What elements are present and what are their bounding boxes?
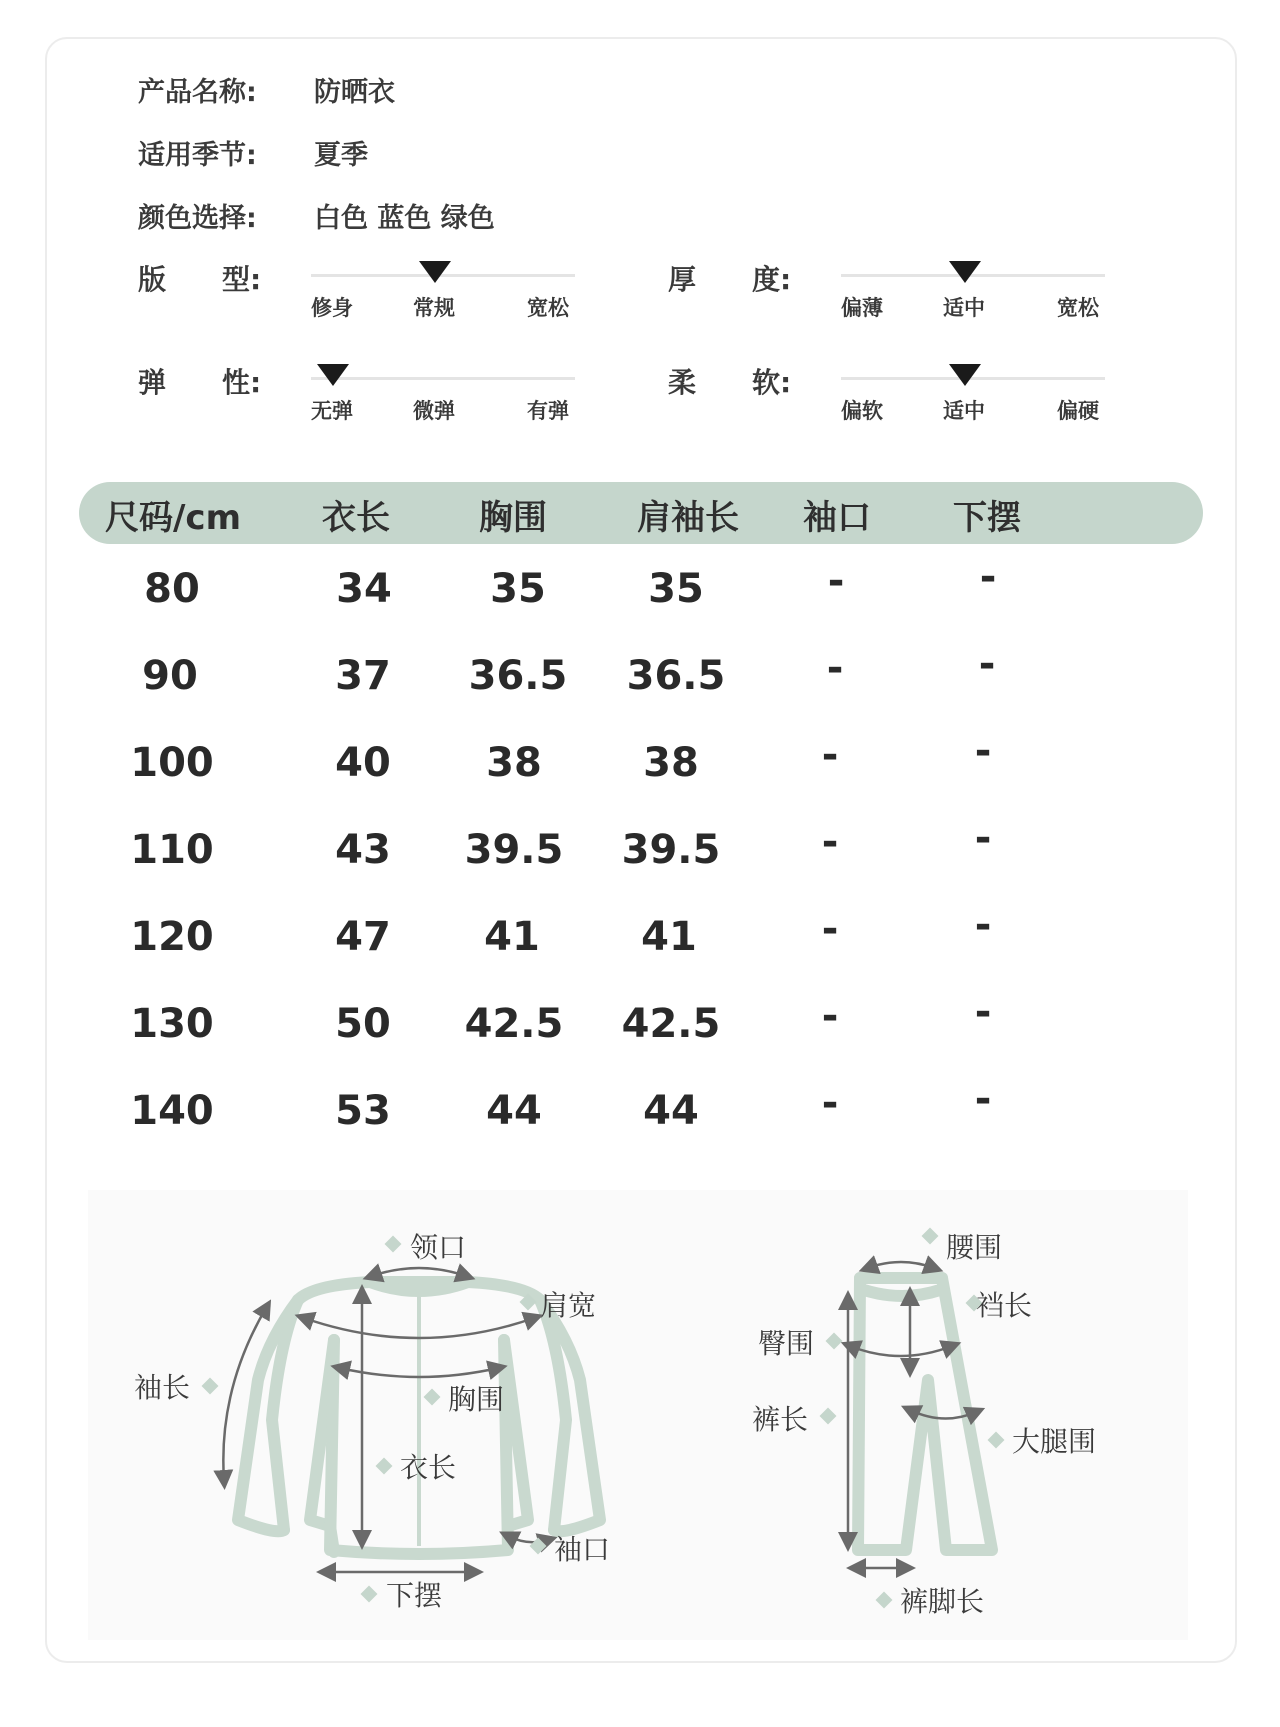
collar-arrow-icon [372, 1268, 466, 1276]
rise-label: 裆长 [976, 1289, 1033, 1322]
fit-option: 常规 [413, 296, 455, 320]
elasticity-label: 弹 性: [138, 366, 262, 399]
cell-cuff: - [827, 558, 845, 604]
cell-chest: 42.5 [464, 1001, 564, 1047]
cell-chest: 36.5 [468, 653, 568, 699]
cell-length: 34 [336, 566, 392, 612]
header-hem: 下摆 [953, 498, 1021, 538]
cell-length: 50 [335, 1001, 391, 1047]
cell-hem: - [974, 728, 992, 774]
thickness-option: 偏薄 [841, 296, 883, 320]
product-name-value: 防晒衣 [314, 77, 395, 108]
header-size: 尺码/cm [105, 498, 241, 538]
cell-chest: 41 [484, 914, 540, 960]
cuff-label: 袖口 [554, 1533, 611, 1566]
cell-chest: 39.5 [464, 827, 564, 873]
chest-label: 胸围 [448, 1383, 505, 1416]
cell-chest: 38 [486, 740, 542, 786]
softness-label: 柔 软: [668, 366, 792, 399]
table-row [0, 1076, 1280, 1148]
cell-sleeve-length: 38 [643, 740, 699, 786]
softness-option: 偏硬 [1057, 399, 1099, 423]
softness-scale [841, 361, 1111, 431]
shoulder-label: 肩宽 [540, 1289, 597, 1322]
cell-chest: 44 [486, 1088, 542, 1134]
header-cuff: 袖口 [803, 498, 871, 538]
pants-length-label: 裤长 [752, 1403, 809, 1436]
table-row [0, 554, 1280, 626]
cell-cuff: - [821, 819, 839, 865]
cell-cuff: - [821, 1080, 839, 1126]
hip-label: 臀围 [758, 1327, 815, 1360]
cell-size: 90 [142, 653, 198, 699]
collar-label: 领口 [410, 1231, 467, 1264]
cell-length: 40 [335, 740, 391, 786]
softness-option: 适中 [943, 399, 985, 423]
waist-arrow-icon [868, 1262, 934, 1268]
cell-size: 80 [144, 566, 200, 612]
cell-sleeve-length: 41 [641, 914, 697, 960]
garment-illustration [88, 1190, 1188, 1640]
softness-indicator-icon [949, 364, 981, 386]
softness-option: 偏软 [841, 399, 883, 423]
color-value: 白色 蓝色 绿色 [314, 203, 495, 234]
fit-indicator-icon [419, 261, 451, 283]
waist-label: 腰围 [946, 1231, 1003, 1264]
cell-hem: - [974, 815, 992, 861]
cell-chest: 35 [490, 566, 546, 612]
table-row [0, 641, 1280, 713]
leg-opening-label: 裤脚长 [900, 1585, 985, 1618]
cell-cuff: - [821, 993, 839, 1039]
thickness-option: 适中 [943, 296, 985, 320]
fit-label: 版 型: [138, 263, 262, 296]
cell-size: 110 [130, 827, 214, 873]
cell-cuff: - [826, 645, 844, 691]
cell-sleeve-length: 44 [643, 1088, 699, 1134]
cell-sleeve-length: 36.5 [626, 653, 726, 699]
measurement-diagram [88, 1190, 1188, 1640]
cell-length: 43 [335, 827, 391, 873]
elasticity-option: 无弹 [311, 399, 353, 423]
cell-size: 120 [130, 914, 214, 960]
cell-size: 130 [130, 1001, 214, 1047]
thickness-option: 宽松 [1057, 296, 1099, 320]
hem-label: 下摆 [386, 1579, 443, 1612]
cell-length: 47 [335, 914, 391, 960]
table-row [0, 902, 1280, 974]
table-row [0, 728, 1280, 800]
cell-cuff: - [821, 732, 839, 778]
cell-hem: - [979, 554, 997, 600]
cell-hem: - [974, 989, 992, 1035]
body-length-label: 衣长 [400, 1451, 457, 1484]
elasticity-scale [311, 361, 581, 431]
thickness-scale [841, 258, 1111, 328]
cell-hem: - [978, 641, 996, 687]
fit-option: 宽松 [527, 296, 569, 320]
table-row [0, 815, 1280, 887]
elasticity-option: 有弹 [527, 399, 569, 423]
cell-length: 37 [335, 653, 391, 699]
cell-sleeve-length: 39.5 [621, 827, 721, 873]
table-row [0, 989, 1280, 1061]
product-name-label: 产品名称: [138, 77, 257, 108]
cell-hem: - [974, 902, 992, 948]
elasticity-option: 微弹 [413, 399, 455, 423]
thickness-indicator-icon [949, 261, 981, 283]
cell-hem: - [974, 1076, 992, 1122]
elasticity-track [311, 377, 575, 380]
fit-scale [311, 258, 581, 328]
fit-option: 修身 [311, 296, 353, 320]
cell-cuff: - [821, 906, 839, 952]
season-value: 夏季 [314, 140, 368, 171]
size-table-header [79, 482, 1203, 544]
thigh-label: 大腿围 [1012, 1425, 1097, 1458]
season-label: 适用季节: [138, 140, 257, 171]
color-label: 颜色选择: [138, 203, 257, 234]
cell-length: 53 [335, 1088, 391, 1134]
header-sleeve-length: 肩袖长 [637, 498, 739, 538]
header-chest: 胸围 [479, 498, 547, 538]
cell-sleeve-length: 42.5 [621, 1001, 721, 1047]
cell-size: 140 [130, 1088, 214, 1134]
cell-sleeve-length: 35 [648, 566, 704, 612]
sleeve-length-label: 袖长 [134, 1371, 191, 1404]
elasticity-indicator-icon [317, 364, 349, 386]
cell-size: 100 [130, 740, 214, 786]
thickness-label: 厚 度: [668, 263, 792, 296]
header-length: 衣长 [322, 498, 390, 538]
